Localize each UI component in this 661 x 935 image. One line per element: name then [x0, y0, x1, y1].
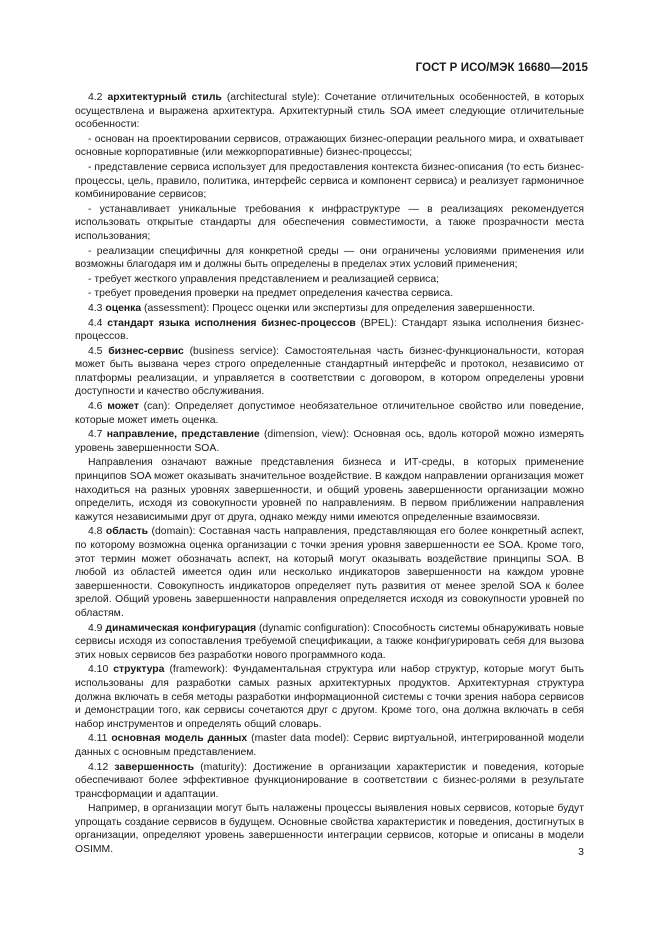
term-definition: [75, 428, 584, 455]
term-name: структура: [113, 664, 165, 676]
document-body: [75, 91, 584, 858]
term-name: основная модель данных: [111, 733, 248, 745]
paragraph-text: (master data model): Сервис виртуальной, интегрированной модели данных с основным представлением.: [75, 733, 585, 758]
text-paragraph: [75, 456, 584, 524]
term-definition: [75, 345, 584, 399]
text-paragraph: [75, 203, 584, 244]
term-definition: [75, 622, 584, 663]
term-definition: [75, 761, 584, 802]
paragraph-text: (architectural style): Сочетание отличительных особенностей, в которых осуществлена и выражена архитектура. Архитектурный стиль SOA имеет следующие отличительные особенности:: [75, 92, 585, 131]
text-paragraph: [75, 273, 584, 287]
paragraph-text: - представление сервиса использует для предоставления контекста бизнес-описания (то есть бизнес-процессы, цель, правило, политика, интерфейс сервиса и компонент сервиса) и реализует гармоничное комбинирование сервисов;: [75, 161, 584, 201]
term-name: завершенность: [114, 761, 195, 773]
paragraph-text: (dynamic configuration): Способность системы обнаруживать новые сервисы исходя из сопоставления требуемой спецификации, а также конфигурировать себя для вызова этих новых сервисов без разработки нового программного кода.: [75, 622, 585, 661]
paragraph-text: Направления означают важные представления бизнеса и ИТ-среды, в которых применение принципов SOA может оказывать значительное воздействие. В каждом направлении организация может находиться на разных уровнях завершенности, и общий уровень завершенности организации можно определить, исходя из совокупности уровней по направлениям. В первом приближении направления кажутся независимыми друг от друга, однако между ними имеются определенные взаимосвязи.: [75, 457, 584, 523]
paragraph-text: - требует жесткого управления представлением и реализацией сервиса;: [88, 273, 440, 285]
clause-number: 4.8: [88, 526, 103, 538]
paragraph-text: (assessment): Процесс оценки или экспертизы для определения завершенности.: [144, 302, 536, 314]
term-name: динамическая конфигурация: [105, 622, 257, 634]
page-number: 3: [578, 846, 584, 858]
paragraph-text: (dimension, view): Основная ось, вдоль которой можно измерять уровень завершенности SOA.: [75, 429, 585, 454]
clause-number: 4.5: [88, 345, 103, 357]
clause-number: 4.7: [88, 429, 103, 441]
paragraph-text: (BPEL): Стандарт языка исполнения бизнес-процессов.: [75, 317, 584, 343]
paragraph-text: Например, в организации могут быть налажены процессы выявления новых сервисов, которые будут упрощать создание сервисов в будущем. Основные свойства характеристик и поведения, достигнутых в организации, определяют уровень завершенности интеграции сервисов, которые и описаны в модели OSIMM.: [75, 803, 584, 856]
term-name: направление, представление: [106, 429, 260, 441]
term-definition: [75, 302, 584, 316]
term-definition: [75, 732, 584, 759]
term-name: бизнес-сервис: [108, 345, 184, 357]
clause-number: 4.3: [88, 302, 103, 314]
document-header: ГОСТ Р ИСО/МЭК 16680—2015: [415, 62, 588, 74]
paragraph-text: (maturity): Достижение в организации характеристик и поведения, которые обеспечивают более эффективное функционирование в соответствии с бизнес-ролями в результате трансформации и адаптации.: [75, 761, 585, 800]
term-definition: [75, 400, 584, 427]
term-definition: [75, 91, 584, 132]
term-definition: [75, 663, 584, 731]
paragraph-text: (domain): Составная часть направления, представляющая его более конкретный аспект, по которому возможна оценка организации с точки зрения уровня завершенности ее SOA. Кроме того, этот термин может обозначать аспект, на который могут оказывать воздействие принципы SOA. В любой из областей имеется один или несколько индикаторов завершенности на каждом уровне завершенности. Совокупность индикаторов определяет путь развития от менее зрелой SOA к более зрелой. Общий уровень завершенности направления определяется исходя из совокупности уровней по областям.: [75, 526, 584, 619]
clause-number: 4.6: [88, 401, 103, 413]
text-paragraph: [75, 802, 584, 856]
term-name: область: [105, 526, 149, 538]
text-paragraph: [75, 161, 584, 202]
term-name: стандарт языка исполнения бизнес-процессов: [107, 317, 356, 329]
clause-number: 4.12: [88, 761, 109, 773]
term-name: архитектурный стиль: [107, 92, 222, 103]
paragraph-text: (business service): Самостоятельная часть бизнес-функциональности, которая может быть вызвана через строго определенные стандартный интерфейс и протокол, независимо от платформы реализации, и управляется в соответствии с договором, в котором определены уровни доступности и качество обслуживания.: [75, 345, 585, 398]
paragraph-text: - реализации специфичны для конкретной среды — они ограничены условиями применения или возможны благодаря им и должны быть определены в пределах этих условий применения;: [75, 245, 584, 271]
paragraph-text: - основан на проектировании сервисов, отражающих бизнес-операции реального мира, и охватывает основные корпоративные (или межкорпоративные) бизнес-процессы;: [75, 133, 584, 159]
term-name: может: [107, 401, 139, 413]
text-paragraph: [75, 287, 584, 301]
text-paragraph: [75, 245, 584, 272]
clause-number: 4.2: [88, 92, 103, 103]
clause-number: 4.10: [88, 664, 109, 676]
paragraph-text: (can): Определяет допустимое необязательное отличительное свойство или поведение, которые может иметь оценка.: [75, 401, 584, 426]
clause-number: 4.11: [88, 733, 108, 745]
clause-number: 4.4: [88, 317, 103, 329]
term-definition: [75, 317, 584, 344]
paragraph-text: - устанавливает уникальные требования к инфраструктуре — в реализациях рекомендуется использовать открытые стандарты для обеспечения совместимости, а также прозрачности места использования;: [75, 203, 584, 242]
paragraph-text: (framework): Фундаментальная структура или набор структур, которые могут быть использованы для разработки самых разных архитектурных продуктов. Архитектурная структура должна включать в себя методы разработки информационной системы с точки зрения набора сервисов и демонстрации того, как сервисы сочетаются друг с другом. Кроме того, она должна включать в себя набор инструментов и определять общий словарь.: [75, 664, 585, 730]
clause-number: 4.9: [88, 622, 103, 634]
term-name: оценка: [105, 302, 142, 314]
term-definition: [75, 525, 584, 620]
paragraph-text: - требует проведения проверки на предмет определения качества сервиса.: [88, 288, 454, 300]
text-paragraph: [75, 133, 584, 160]
